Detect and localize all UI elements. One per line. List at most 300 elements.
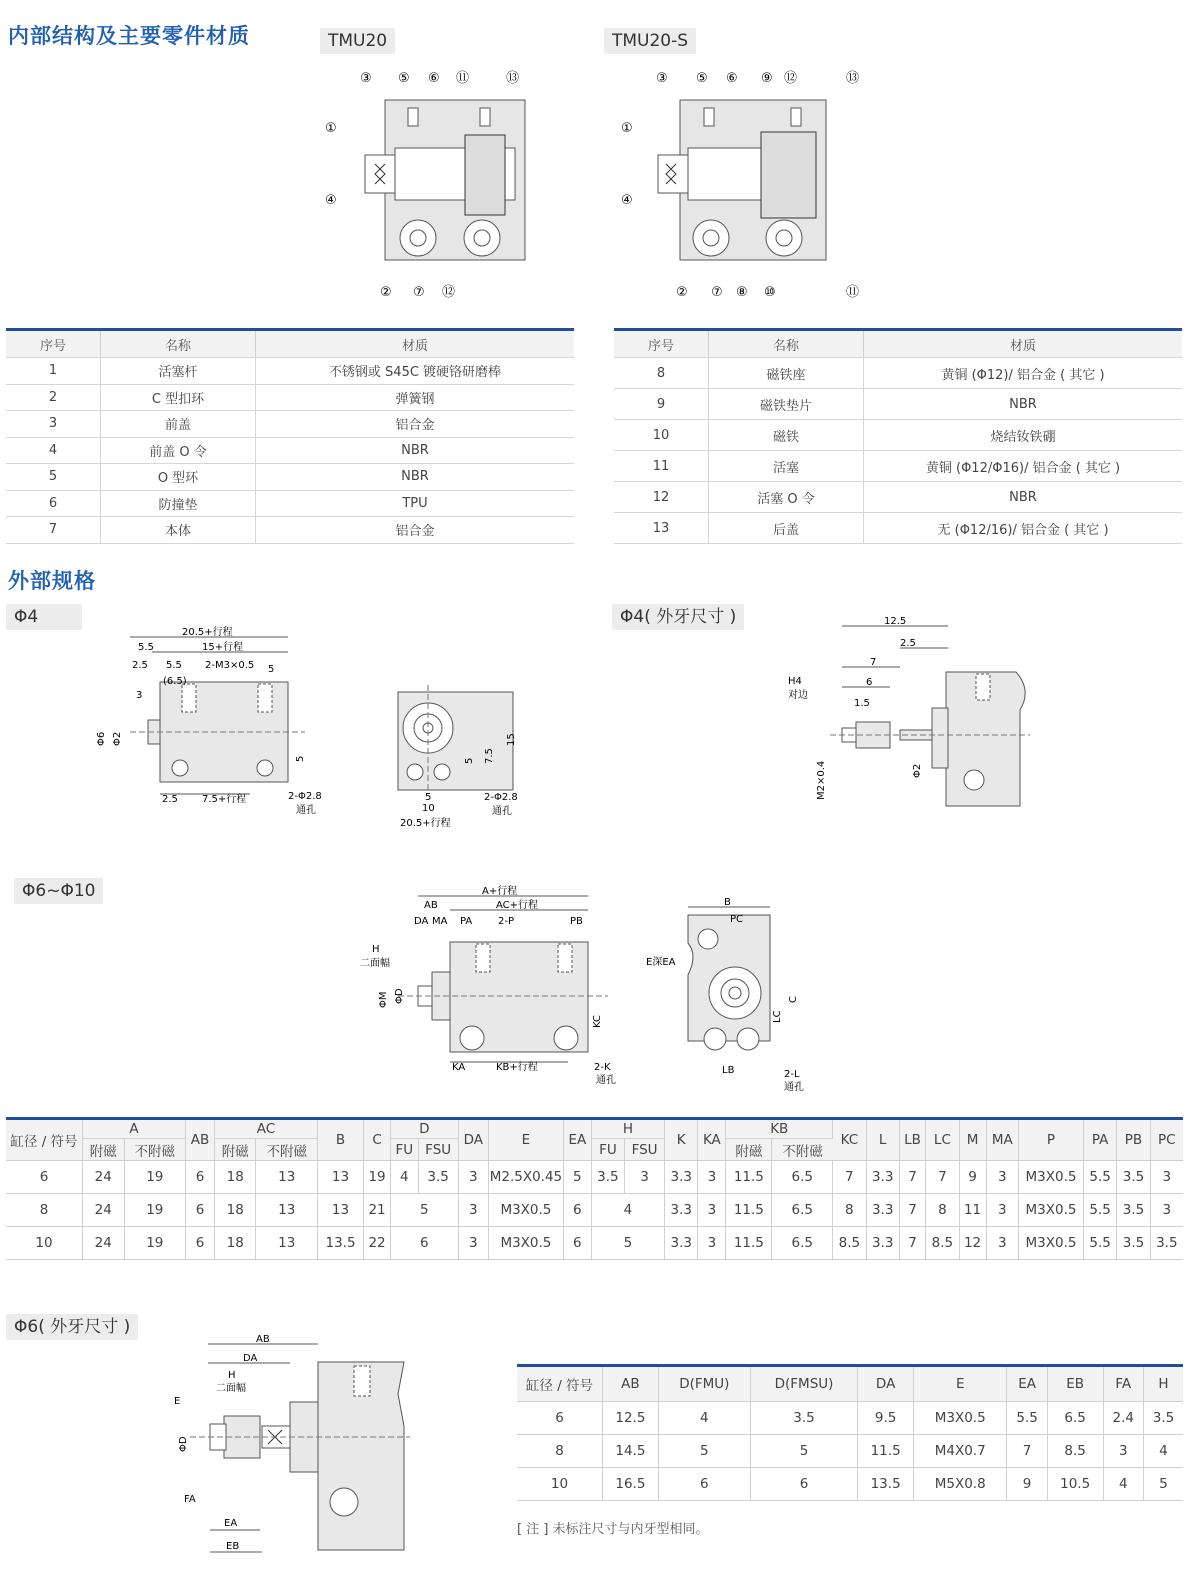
ext-row <box>517 1402 1183 1435</box>
th-ext-e: E <box>914 1366 1007 1402</box>
dim-end-2l: 2-L <box>784 1069 800 1080</box>
th-H-fu: FU <box>591 1139 624 1161</box>
parts-table-left <box>6 328 574 544</box>
parts-row <box>6 517 574 544</box>
dim-phi4-4: 2.5 <box>132 660 148 671</box>
dim-phi6ext-fa: FA <box>184 1494 196 1505</box>
ext-cell: 14.5 <box>603 1435 659 1468</box>
dim-end-pc: PC <box>730 914 744 925</box>
th-C: C <box>364 1119 391 1161</box>
cell: 8.5 <box>926 1227 959 1260</box>
ext-cell: 9.5 <box>858 1402 914 1435</box>
callout-1-right: ① <box>621 121 633 136</box>
ext-cell: 6 <box>658 1468 750 1501</box>
th-KB-mag: 附磁 <box>726 1139 772 1161</box>
dim-phi610-d: DA <box>414 916 429 927</box>
ext-cell: 9 <box>1007 1468 1047 1501</box>
cell: 13 <box>318 1194 364 1227</box>
parts-cell-material: NBR <box>864 389 1183 420</box>
dim-phi4-end-3: 15 <box>506 733 517 746</box>
ext-cell: 13.5 <box>858 1468 914 1501</box>
dim-phi4-2: 15+行程 <box>202 642 244 653</box>
th-K: K <box>665 1119 698 1161</box>
parts-cell-no: 1 <box>6 358 101 385</box>
parts-row <box>614 358 1182 389</box>
cell: 13 <box>256 1161 318 1194</box>
callout-2-left: ② <box>380 285 392 300</box>
parts-cell-name: 磁铁座 <box>709 358 864 389</box>
chip-phi4-ext: Φ4( 外牙尺寸 ) <box>612 604 744 630</box>
cell: M3X0.5 <box>488 1227 563 1260</box>
parts-cell-name: 磁铁垫片 <box>709 389 864 420</box>
ext-cell: M3X0.5 <box>914 1402 1007 1435</box>
dim-phi6ext-h: H <box>228 1370 236 1381</box>
parts-cell-material: 不锈钢或 S45C 镀硬铬研磨棒 <box>256 358 575 385</box>
dim-phi610-p: 2-K <box>594 1062 611 1073</box>
ext-cell: 12.5 <box>603 1402 659 1435</box>
cell: 11 <box>959 1194 986 1227</box>
cell: 7 <box>926 1161 959 1194</box>
cell: 24 <box>83 1227 125 1260</box>
spec-table <box>6 1117 1183 1260</box>
ext-cell: 5.5 <box>1007 1402 1047 1435</box>
dim-phi610-a: A+行程 <box>482 886 518 897</box>
ext-cell: 5 <box>1143 1468 1183 1501</box>
parts-cell-name: 活塞 <box>709 451 864 482</box>
dim-phi4ext-b: 2.5 <box>900 638 916 649</box>
th-no: 序号 <box>6 330 101 358</box>
parts-cell-no: 3 <box>6 411 101 438</box>
callout-2-right: ② <box>676 285 688 300</box>
th-LC: LC <box>926 1119 959 1161</box>
cell: 6 <box>6 1161 83 1194</box>
dim-phi4-16: 通孔 <box>296 805 316 816</box>
chip-phi6-ext: Φ6( 外牙尺寸 ) <box>6 1314 138 1340</box>
dim-phi6ext-d: ΦD <box>178 1436 189 1452</box>
callout-7-left: ⑦ <box>413 285 425 300</box>
callout-8-right: ⑧ <box>736 285 748 300</box>
cell: 3 <box>986 1227 1018 1260</box>
dim-phi6ext-da: DA <box>243 1353 258 1364</box>
dim-phi4ext-e: 1.5 <box>854 698 870 709</box>
parts-table-right <box>614 328 1182 544</box>
ext-cell: M4X0.7 <box>914 1435 1007 1468</box>
callout-3-left: ③ <box>360 71 372 86</box>
cell: 5.5 <box>1083 1194 1116 1227</box>
th-name: 名称 <box>709 330 864 358</box>
cell: 24 <box>83 1161 125 1194</box>
ext-cell: 6 <box>517 1402 603 1435</box>
callout-5-left: ⑤ <box>398 71 410 86</box>
cell: 3.3 <box>665 1227 698 1260</box>
dim-phi4-7: 5 <box>268 664 275 675</box>
th-ext-fa: FA <box>1103 1366 1143 1402</box>
ext-cell: 10 <box>517 1468 603 1501</box>
parts-cell-material: 弹簧钢 <box>256 384 575 411</box>
ext-cell: 3 <box>1103 1435 1143 1468</box>
dim-phi4-end-7: 2-Φ2.8 <box>484 792 518 803</box>
cell: 3 <box>698 1194 726 1227</box>
th-A-nomag: 不附磁 <box>124 1139 186 1161</box>
parts-row <box>614 420 1182 451</box>
parts-cell-material: 烧结钕铁硼 <box>864 420 1183 451</box>
model-label-left: TMU20 <box>320 28 395 54</box>
phi6-ext-view <box>160 1330 420 1578</box>
ext-cell: 3.5 <box>750 1402 857 1435</box>
cell: 7 <box>899 1161 925 1194</box>
ext-cell: 8.5 <box>1047 1435 1103 1468</box>
cell: 3 <box>698 1227 726 1260</box>
ext-cell: 4 <box>1103 1468 1143 1501</box>
th-PB: PB <box>1117 1119 1150 1161</box>
cell: 3.3 <box>866 1227 899 1260</box>
cell: 6 <box>563 1227 591 1260</box>
th-M: M <box>959 1119 986 1161</box>
th-KB-nomag: 不附磁 <box>772 1139 833 1161</box>
callout-11-right: ⑪ <box>846 285 860 300</box>
dim-phi4-3: 5.5 <box>138 642 154 653</box>
parts-cell-no: 12 <box>614 482 709 513</box>
cell: 3.5 <box>1117 1227 1150 1260</box>
th-EA: EA <box>563 1119 591 1161</box>
ext-cell: 3.5 <box>1143 1402 1183 1435</box>
parts-cell-no: 13 <box>614 513 709 544</box>
th-LB: LB <box>899 1119 925 1161</box>
callout-12-right: ⑫ <box>784 71 798 86</box>
dim-phi6ext-e: E <box>174 1396 181 1407</box>
parts-cell-material: 铝合金 <box>256 517 575 544</box>
cross-section-tmu20s <box>616 60 876 310</box>
parts-cell-material: TPU <box>256 490 575 517</box>
cell: 6.5 <box>772 1161 833 1194</box>
cell: 3.3 <box>866 1194 899 1227</box>
cell: 3.5 <box>1117 1194 1150 1227</box>
ext-cell: M5X0.8 <box>914 1468 1007 1501</box>
ext-cell: 4 <box>1143 1435 1183 1468</box>
callout-13-right: ⑬ <box>846 71 860 86</box>
th-bore: 缸径 / 符号 <box>6 1119 83 1161</box>
cell: 3 <box>625 1161 665 1194</box>
chip-phi4: Φ4 <box>6 604 82 630</box>
parts-row <box>614 389 1182 420</box>
dim-phi610-m: KC <box>592 1015 603 1028</box>
th-ext-ab: AB <box>603 1366 659 1402</box>
th-MA: MA <box>986 1119 1018 1161</box>
ext-cell: 2.4 <box>1103 1402 1143 1435</box>
ext-cell: 5 <box>750 1435 857 1468</box>
cell: 5 <box>563 1161 591 1194</box>
parts-cell-no: 2 <box>6 384 101 411</box>
th-AC: AC <box>214 1119 317 1139</box>
dim-phi4ext-c: 7 <box>870 657 877 668</box>
dim-end-e: E深EA <box>646 957 676 968</box>
th-D-fu: FU <box>391 1139 419 1161</box>
parts-cell-no: 8 <box>614 358 709 389</box>
callout-3-right: ③ <box>656 71 668 86</box>
phi6-10-side-view <box>358 880 628 1090</box>
parts-cell-material: 黄铜 (Φ12/Φ16)/ 铝合金 ( 其它 ) <box>864 451 1183 482</box>
ext-cell: 10.5 <box>1047 1468 1103 1501</box>
callout-13-left: ⑬ <box>506 71 520 86</box>
dim-phi6ext-2: 二面幅 <box>216 1383 246 1394</box>
cell: 3.5 <box>1150 1227 1183 1260</box>
phi4-side-view <box>90 622 340 832</box>
dim-phi4-14: 7.5+行程 <box>202 794 247 805</box>
dim-phi610-n: KA <box>452 1062 466 1073</box>
dim-phi610-j: 二面幅 <box>360 958 390 969</box>
cell: 11.5 <box>726 1161 772 1194</box>
th-H-fsu: FSU <box>625 1139 665 1161</box>
parts-cell-name: 前盖 <box>101 411 256 438</box>
dim-end-c: C <box>788 996 799 1003</box>
dim-phi610-b: AB <box>424 900 438 911</box>
callout-10-right: ⑩ <box>764 285 776 300</box>
dim-phi4-end-2: 7.5 <box>484 748 495 764</box>
cell: 6 <box>186 1161 215 1194</box>
parts-cell-name: 前盖 O 令 <box>101 437 256 464</box>
section-title-internal: 内部结构及主要零件材质 <box>8 24 250 48</box>
th-H: H <box>591 1119 664 1139</box>
cell: 3 <box>986 1194 1018 1227</box>
table-row <box>6 1161 1183 1194</box>
cell: 3 <box>458 1227 488 1260</box>
cell: M3X0.5 <box>1018 1194 1083 1227</box>
cell: 5 <box>591 1227 664 1260</box>
table-row <box>6 1194 1183 1227</box>
cell: 6.5 <box>772 1227 833 1260</box>
cell: 7 <box>833 1161 866 1194</box>
parts-row <box>6 464 574 491</box>
section-title-external: 外部规格 <box>8 569 96 593</box>
parts-cell-material: 黄铜 (Φ12)/ 铝合金 ( 其它 ) <box>864 358 1183 389</box>
dim-phi610-i: H <box>372 944 380 955</box>
cell: 7 <box>899 1194 925 1227</box>
dim-phi610-l: ΦD <box>394 988 405 1004</box>
dim-phi4-end-6: 20.5+行程 <box>400 818 451 829</box>
footnote: [ 注 ] 未标注尺寸与内牙型相同。 <box>517 1522 709 1537</box>
th-D: D <box>391 1119 459 1139</box>
parts-row <box>614 513 1182 544</box>
dim-phi4-end-5: 10 <box>422 803 435 814</box>
ext-row <box>517 1468 1183 1501</box>
cell: 7 <box>899 1227 925 1260</box>
dim-phi610-c: AC+行程 <box>496 900 539 911</box>
parts-cell-no: 5 <box>6 464 101 491</box>
cell: 12 <box>959 1227 986 1260</box>
cell: 22 <box>364 1227 391 1260</box>
th-AC-mag: 附磁 <box>214 1139 256 1161</box>
parts-cell-material: NBR <box>864 482 1183 513</box>
dim-phi610-h: PB <box>570 916 583 927</box>
th-PA: PA <box>1083 1119 1116 1161</box>
cell: 5.5 <box>1083 1161 1116 1194</box>
th-ext-ea: EA <box>1007 1366 1047 1402</box>
dim-phi4-9: 3 <box>136 690 143 701</box>
cell: 19 <box>124 1227 186 1260</box>
callout-9-right: ⑨ <box>761 71 773 86</box>
phi4-ext-view <box>780 610 1040 815</box>
th-AB: AB <box>186 1119 215 1161</box>
ext-cell: 6 <box>750 1468 857 1501</box>
callout-6-right: ⑥ <box>726 71 738 86</box>
cell: 8 <box>926 1194 959 1227</box>
callout-5-right: ⑤ <box>696 71 708 86</box>
th-B: B <box>318 1119 364 1161</box>
dim-phi610-e: MA <box>432 916 448 927</box>
dim-phi4-8: (6.5) <box>163 676 187 687</box>
cell: 19 <box>124 1194 186 1227</box>
parts-cell-name: C 型扣环 <box>101 384 256 411</box>
cell: 13 <box>318 1161 364 1194</box>
parts-cell-material: NBR <box>256 437 575 464</box>
parts-cell-no: 9 <box>614 389 709 420</box>
cell: 3.5 <box>591 1161 624 1194</box>
dim-phi6ext-ea: EA <box>224 1518 238 1529</box>
parts-cell-name: 本体 <box>101 517 256 544</box>
cell: 8 <box>6 1194 83 1227</box>
cell: 11.5 <box>726 1227 772 1260</box>
parts-cell-name: 磁铁 <box>709 420 864 451</box>
dim-phi4-end-4: 5 <box>425 792 432 803</box>
parts-cell-no: 11 <box>614 451 709 482</box>
cell: M3X0.5 <box>1018 1161 1083 1194</box>
cell: 8.5 <box>833 1227 866 1260</box>
th-name: 名称 <box>101 330 256 358</box>
callout-6-left: ⑥ <box>428 71 440 86</box>
cell: 24 <box>83 1194 125 1227</box>
table-row <box>6 1227 1183 1260</box>
callout-1-left: ① <box>325 121 337 136</box>
th-L: L <box>866 1119 899 1161</box>
parts-row <box>614 482 1182 513</box>
cell: 18 <box>214 1161 256 1194</box>
cell: 5.5 <box>1083 1227 1116 1260</box>
cell: 4 <box>391 1161 419 1194</box>
cell: 3 <box>1150 1194 1183 1227</box>
chip-phi6-10: Φ6~Φ10 <box>14 878 103 904</box>
ext-cell: 8 <box>517 1435 603 1468</box>
cell: 19 <box>364 1161 391 1194</box>
dim-phi4ext-i: Φ2 <box>912 763 923 778</box>
phi6-10-end-view <box>640 895 820 1095</box>
parts-cell-name: 后盖 <box>709 513 864 544</box>
th-PC: PC <box>1150 1119 1183 1161</box>
cell: 6 <box>186 1227 215 1260</box>
dim-phi4ext-h: M2×0.4 <box>816 760 827 800</box>
parts-cell-material: 无 (Φ12/16)/ 铝合金 ( 其它 ) <box>864 513 1183 544</box>
parts-cell-name: 防撞垫 <box>101 490 256 517</box>
cell: 6.5 <box>772 1194 833 1227</box>
dim-phi4ext-g: 对边 <box>788 690 808 701</box>
parts-cell-name: 活塞 O 令 <box>709 482 864 513</box>
parts-cell-no: 10 <box>614 420 709 451</box>
dim-phi4-1: 20.5+行程 <box>182 627 233 638</box>
cell: 10 <box>6 1227 83 1260</box>
cell: 3 <box>458 1161 488 1194</box>
parts-cell-no: 7 <box>6 517 101 544</box>
dim-phi610-g: 2-P <box>498 916 515 927</box>
cell: 6 <box>563 1194 591 1227</box>
dim-phi4-15: 2-Φ2.8 <box>288 791 322 802</box>
cell: 5 <box>391 1194 459 1227</box>
dim-phi610-f: PA <box>460 916 473 927</box>
dim-phi4-13: 2.5 <box>162 794 178 805</box>
ext-spec-table <box>517 1364 1183 1501</box>
th-ext-dfmu: D(FMU) <box>658 1366 750 1402</box>
parts-row <box>614 451 1182 482</box>
cell: 3 <box>698 1161 726 1194</box>
dim-phi4-5: 5.5 <box>166 660 182 671</box>
th-A: A <box>83 1119 186 1139</box>
ext-cell: 6.5 <box>1047 1402 1103 1435</box>
cell: 3 <box>986 1161 1018 1194</box>
dim-phi4ext-f: H4 <box>788 676 802 687</box>
cell: 3.3 <box>866 1161 899 1194</box>
callout-12-left: ⑫ <box>442 285 456 300</box>
parts-cell-name: O 型环 <box>101 464 256 491</box>
dim-end-lb: LB <box>722 1065 735 1076</box>
cell: 6 <box>186 1194 215 1227</box>
cell: 18 <box>214 1227 256 1260</box>
th-AC-nomag: 不附磁 <box>256 1139 318 1161</box>
cell: M3X0.5 <box>488 1194 563 1227</box>
dim-phi4-6: 2-M3×0.5 <box>205 660 255 671</box>
ext-cell: 7 <box>1007 1435 1047 1468</box>
parts-cell-material: 铝合金 <box>256 411 575 438</box>
cell: 19 <box>124 1161 186 1194</box>
th-ext-dfmsu: D(FMSU) <box>750 1366 857 1402</box>
model-label-right: TMU20-S <box>604 28 696 54</box>
cell: 3.5 <box>1117 1161 1150 1194</box>
th-ext-eb: EB <box>1047 1366 1103 1402</box>
callout-4-right: ④ <box>621 193 633 208</box>
dim-phi4-11: Φ2 <box>112 731 123 746</box>
dim-phi4-end-1: 5 <box>464 757 475 764</box>
cell: 3.3 <box>665 1161 698 1194</box>
cell: 13 <box>256 1194 318 1227</box>
cell: 11.5 <box>726 1194 772 1227</box>
dim-phi610-q: 通孔 <box>596 1075 616 1086</box>
ext-cell: 5 <box>658 1435 750 1468</box>
parts-row <box>6 490 574 517</box>
cell: 18 <box>214 1194 256 1227</box>
parts-row <box>6 411 574 438</box>
dim-phi4ext-d: 6 <box>866 677 873 688</box>
cell: 6 <box>391 1227 459 1260</box>
cell: 13 <box>256 1227 318 1260</box>
th-material: 材质 <box>864 330 1183 358</box>
th-no: 序号 <box>614 330 709 358</box>
ext-cell: 4 <box>658 1402 750 1435</box>
dim-end-b: B <box>724 897 731 908</box>
callout-4-left: ④ <box>325 193 337 208</box>
th-DA: DA <box>458 1119 488 1161</box>
cell: 8 <box>833 1194 866 1227</box>
cell: 4 <box>591 1194 664 1227</box>
cell: M2.5X0.45 <box>488 1161 563 1194</box>
parts-cell-no: 4 <box>6 437 101 464</box>
callout-11-left: ⑪ <box>456 71 470 86</box>
th-ext-da: DA <box>858 1366 914 1402</box>
ext-row <box>517 1435 1183 1468</box>
th-KC: KC <box>833 1119 866 1161</box>
cell: 21 <box>364 1194 391 1227</box>
dim-end-tk: 通孔 <box>784 1082 804 1093</box>
th-D-fsu: FSU <box>418 1139 458 1161</box>
th-KB: KB <box>726 1119 833 1139</box>
cell: 9 <box>959 1161 986 1194</box>
dim-phi4-12: 5 <box>295 755 306 762</box>
